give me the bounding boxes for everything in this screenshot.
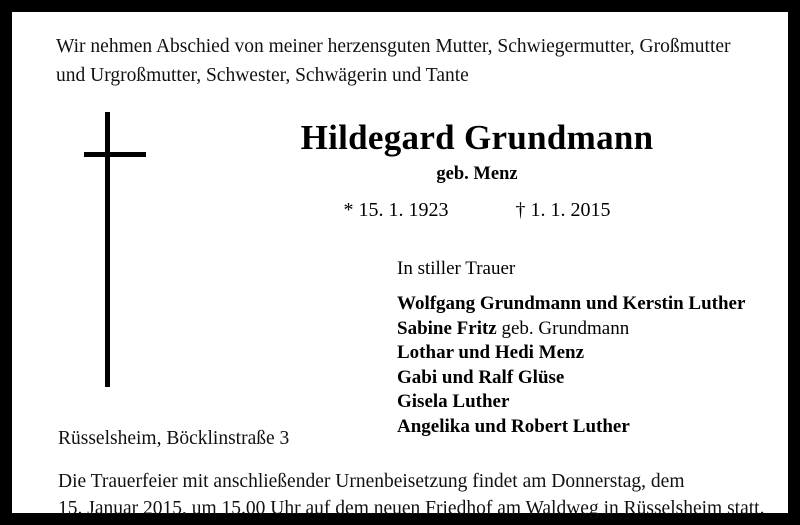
service-info [58, 468, 778, 522]
mourner-name: Gisela Luther [397, 391, 510, 412]
mourner-name: Gabi und Ralf Glüse [397, 366, 565, 388]
cross-icon [72, 112, 192, 402]
list-item [397, 292, 797, 317]
list-item [397, 415, 797, 440]
list-item [397, 366, 797, 391]
list-item [397, 390, 797, 415]
mourner-name: Angelika und Robert Luther [397, 415, 630, 437]
mourner-name: Lothar und Hedi Menz [397, 342, 585, 363]
intro-line-1: Wir nehmen Abschied von meiner herzensguten Mutter, Schwiegermutter, Großmutter [56, 36, 731, 57]
deceased-name: Hildegard Grundmann [300, 118, 654, 157]
mourners-block [397, 258, 797, 439]
service-line-1: Die Trauerfeier mit anschließender Urnenbeisetzung findet am Donnerstag, dem [58, 471, 685, 492]
obituary-card [12, 12, 788, 519]
address-line: Rüsselsheim, Böcklinstraße 3 [58, 428, 290, 449]
mourner-name: Sabine Fritz [397, 317, 497, 339]
death-date: † 1. 1. 2015 [515, 199, 611, 221]
mourner-suffix: geb. Grundmann [501, 317, 630, 339]
cross-horizontal-bar [84, 152, 146, 157]
birth-date: * 15. 1. 1923 [343, 199, 449, 221]
mourners-heading: In stiller Trauer [397, 258, 516, 279]
list-item [397, 341, 797, 366]
life-dates [192, 199, 762, 222]
mourner-name: Wolfgang Grundmann und Kerstin Luther [397, 293, 746, 314]
name-block [192, 117, 762, 222]
intro-line-2: und Urgroßmutter, Schwester, Schwägerin und Tante [56, 65, 469, 86]
list-item [397, 317, 797, 342]
intro-text [56, 32, 756, 90]
maiden-name: geb. Menz [436, 164, 518, 184]
service-line-2: 15. Januar 2015, um 15.00 Uhr auf dem neuen Friedhof am Waldweg in Rüsselsheim statt. [58, 498, 765, 519]
